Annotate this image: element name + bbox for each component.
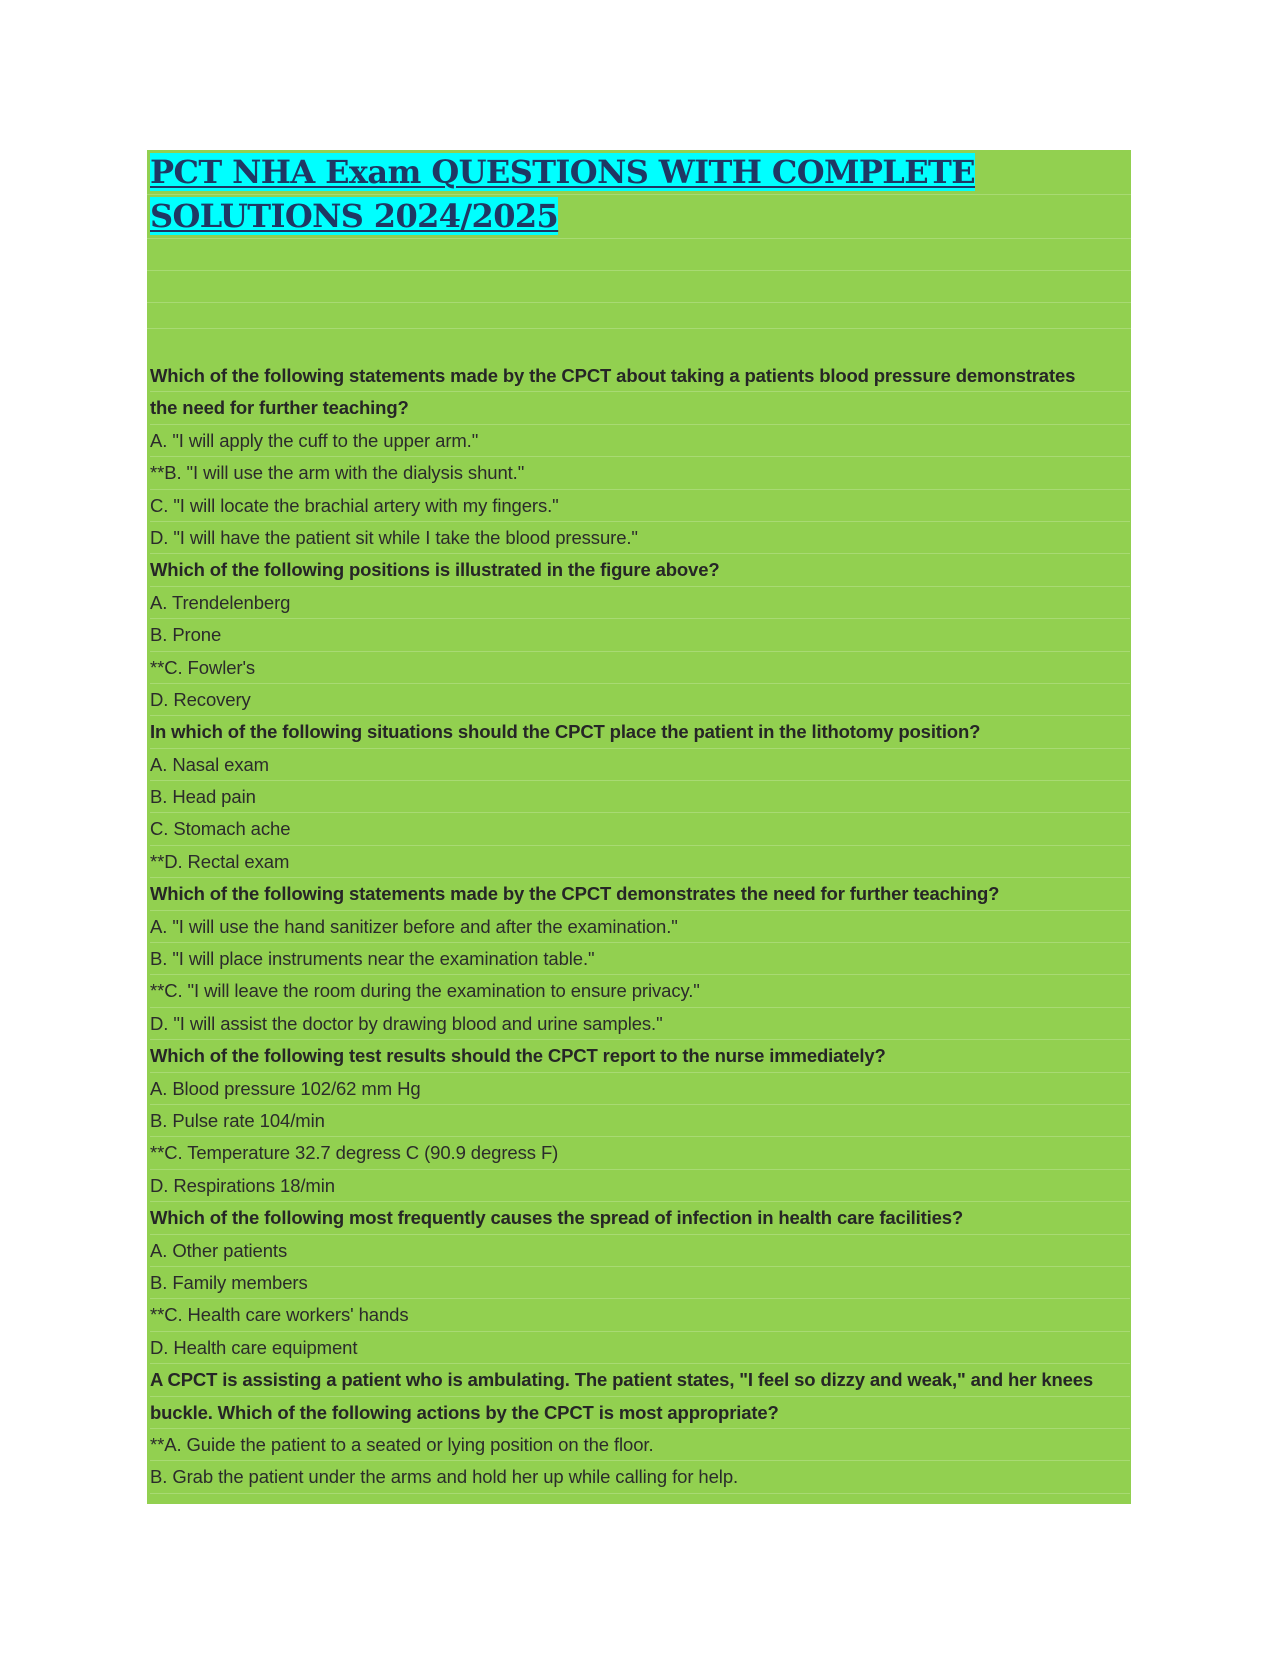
question-list [150,360,1130,1494]
answer-option: A. Blood pressure 102/62 mm Hg [150,1073,1130,1105]
question-text: In which of the following situations should the CPCT place the patient in the lithotomy position? [150,716,1130,748]
question-text: Which of the following positions is illustrated in the figure above? [150,554,1130,586]
answer-option: A. "I will apply the cuff to the upper arm." [150,425,1130,457]
question-text: Which of the following statements made by the CPCT demonstrates the need for further teaching? [150,878,1130,910]
question-text: buckle. Which of the following actions by the CPCT is most appropriate? [150,1397,1130,1429]
answer-option: A. Nasal exam [150,749,1130,781]
answer-option: C. Stomach ache [150,813,1130,845]
divider [147,194,1131,195]
divider [147,328,1131,329]
answer-option-correct: **B. "I will use the arm with the dialysis shunt." [150,457,1130,489]
answer-option-correct: **A. Guide the patient to a seated or lying position on the floor. [150,1429,1130,1461]
answer-option: B. Prone [150,619,1130,651]
document-page [147,150,1131,1504]
answer-option: A. Other patients [150,1235,1130,1267]
answer-option-correct: **C. "I will leave the room during the examination to ensure privacy." [150,975,1130,1007]
answer-option: D. "I will have the patient sit while I take the blood pressure." [150,522,1130,554]
answer-option: D. Health care equipment [150,1332,1130,1364]
question-text: the need for further teaching? [150,392,1130,424]
question-text: Which of the following test results should the CPCT report to the nurse immediately? [150,1040,1130,1072]
answer-option: D. "I will assist the doctor by drawing blood and urine samples." [150,1008,1130,1040]
answer-option: D. Respirations 18/min [150,1170,1130,1202]
divider [147,302,1131,303]
answer-option: A. "I will use the hand sanitizer before and after the examination." [150,911,1130,943]
answer-option-correct: **D. Rectal exam [150,846,1130,878]
answer-option: B. Family members [150,1267,1130,1299]
answer-option: D. Recovery [150,684,1130,716]
question-text: Which of the following most frequently causes the spread of infection in health care facilities? [150,1202,1130,1234]
answer-option-correct: **C. Fowler's [150,652,1130,684]
answer-option: B. Head pain [150,781,1130,813]
answer-option: A. Trendelenberg [150,587,1130,619]
answer-option: B. "I will place instruments near the examination table." [150,943,1130,975]
answer-option-correct: **C. Temperature 32.7 degress C (90.9 degress F) [150,1137,1130,1169]
question-text: A CPCT is assisting a patient who is ambulating. The patient states, "I feel so dizzy and weak," and her knees [150,1364,1130,1396]
divider [147,270,1131,271]
question-text: Which of the following statements made by the CPCT about taking a patients blood pressure demonstrates [150,360,1130,392]
answer-option: B. Pulse rate 104/min [150,1105,1130,1137]
answer-option: C. "I will locate the brachial artery with my fingers." [150,490,1130,522]
divider [147,238,1131,239]
answer-option-correct: **C. Health care workers' hands [150,1299,1130,1331]
answer-option: B. Grab the patient under the arms and hold her up while calling for help. [150,1461,1130,1493]
document-title-text: PCT NHA Exam QUESTIONS WITH COMPLETE SOLUTIONS 2024/2025 [150,153,975,235]
